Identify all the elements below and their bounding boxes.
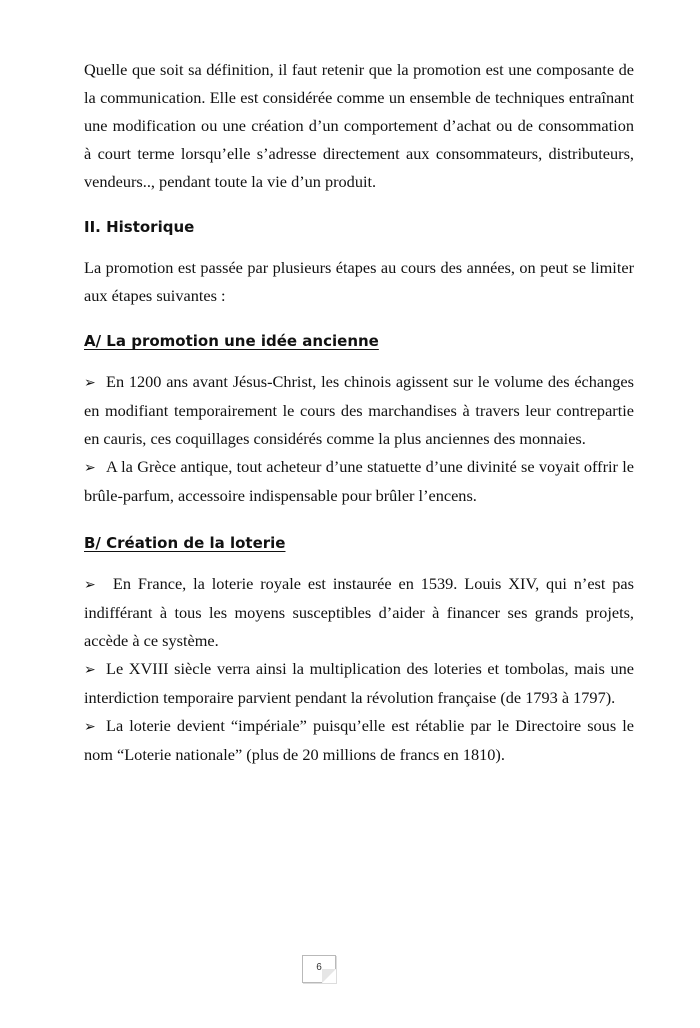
list-item-text: En France, la loterie royale est instaurée en 1539. Louis XIV, qui n’est pas indifférant à tous les moyens susceptibles d’aider à financer ses grands projets, accède à ce système. (84, 574, 634, 650)
intro-paragraph: Quelle que soit sa définition, il faut retenir que la promotion est une composante de la communication. Elle est considérée comme un ensemble de techniques entraînant une modification ou une création d’un comportement d’achat ou de consommation à court terme lorsqu’elle s’adresse directement aux consommateurs, distributeurs, vendeurs.., pendant toute la vie d’un produit. (84, 60, 634, 191)
list-item (84, 712, 634, 769)
section-heading-idee-ancienne: A/ La promotion une idée ancienne (84, 332, 379, 350)
list-item-text: La loterie devient “impériale” puisqu’elle est rétablie par le Directoire sous le nom “Loterie nationale” (plus de 20 millions de francs en 1810). (84, 716, 634, 764)
page-number: 6 (302, 955, 336, 983)
list-item (84, 453, 634, 510)
section-heading-historique: II. Historique (84, 218, 195, 236)
list-item (84, 570, 634, 655)
arrow-bullet-icon: ➢ (84, 662, 96, 678)
list-item (84, 368, 634, 453)
list-item-text: Le XVIII siècle verra ainsi la multiplication des loteries et tombolas, mais une interdiction temporaire parvient pendant la révolution française (de 1793 à 1797). (84, 659, 634, 707)
historique-paragraph: La promotion est passée par plusieurs étapes au cours des années, on peut se limiter aux étapes suivantes : (84, 258, 634, 305)
list-item (84, 655, 634, 712)
bullet-list-idee-ancienne (84, 368, 634, 510)
arrow-bullet-icon: ➢ (84, 375, 96, 391)
arrow-bullet-icon: ➢ (84, 577, 96, 593)
bullet-list-loterie (84, 570, 634, 769)
section-heading-loterie: B/ Création de la loterie (84, 534, 286, 552)
arrow-bullet-icon: ➢ (84, 460, 96, 476)
list-item-text: A la Grèce antique, tout acheteur d’une statuette d’une divinité se voyait offrir le brûle-parfum, accessoire indispensable pour brûler l’encens. (84, 457, 634, 505)
list-item-text: En 1200 ans avant Jésus-Christ, les chinois agissent sur le volume des échanges en modifiant temporairement le cours des marchandises à travers leur contrepartie en cauris, ces coquillages considérés comme la plus anciennes des monnaies. (84, 372, 634, 448)
document-page (84, 56, 634, 791)
arrow-bullet-icon: ➢ (84, 719, 96, 735)
